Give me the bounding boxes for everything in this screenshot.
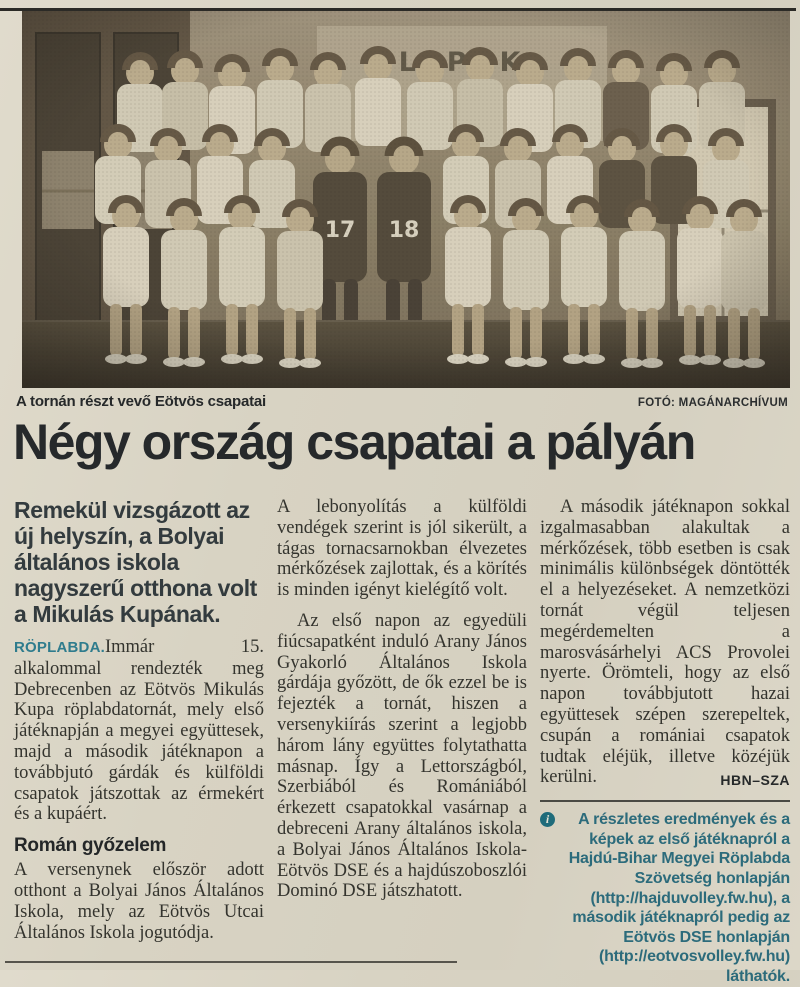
- paragraph-text: A második játéknapon sokkal izgalmasabban alakultak a mérkőzések, több esetben is csak minimális különbségek döntötték el a helyezéseket. A nemzetközi tornát végül teljesen megérdemelten a marosvásárhelyi ACS Provolei nyerte. Örömteli, hogy az első napon továbbjutott hazai együttesek szépen szerepeltek, csupán a romániai csapatok tudtak eléjük, illetve közéjük kerülni.: [540, 497, 790, 788]
- infobox-text: [540, 810, 790, 986]
- article-columns: [14, 497, 790, 987]
- column-left: [14, 497, 264, 987]
- section-kicker: RÖPLABDA.: [14, 639, 105, 656]
- byline: HBN–SZA: [720, 772, 790, 789]
- team-photo: [22, 11, 790, 388]
- team-photo-illustration: [22, 11, 790, 388]
- intro-paragraph: [14, 637, 264, 825]
- intro-text: Immár 15. alkalommal rendezték meg Debrecenben az Eötvös Mikulás Kupa röplabdatornát, mely első játéknapján a megyei együttesek, majd a második játéknapon a továbbjutó gárdák és külföldi csapatok játszottak az érmekért és a kupáért.: [14, 637, 264, 825]
- column-center: [277, 497, 527, 987]
- photo-caption: A tornán részt vevő Eötvös csapatai: [16, 393, 267, 410]
- caption-row: [16, 393, 788, 410]
- column-right: [540, 497, 790, 987]
- paragraph: A versenynek először adott otthont a Bolyai János Általános Iskola, mely az Eötvös Utcai Általános Iskola jogutódja.: [14, 860, 264, 943]
- lead-paragraph: Remekül vizsgázott az új helyszín, a Bolyai általános iskola nagyszerű otthona volt a Mikulás Kupának.: [14, 497, 257, 627]
- paragraph: Az első napon az egyedüli fiúcsapatként induló Arany János Gyakorló Általános Iskola gárdája győzött, de ők ezzel be is fejezték a tornát, hiszen a versenykiírás szerint a legjobb három lány együttes folytathatta másnap. Így a Lettországból, Szerbiából és Romániából érkezett csapatokkal vasárnap a debreceni Arany általános iskola, a Bolyai János Általános Iskola-Eötvös DSE és a hajdúszoboszlói Dominó DSE játszhatott.: [277, 610, 527, 902]
- photo-credit: FOTÓ: MAGÁNARCHÍVUM: [637, 397, 788, 409]
- paragraph: A lebonyolítás a külföldi vendégek szerint is jól sikerült, a tágas tornacsarnokban élvezetes mérkőzések zajlottak, és a körítés is minden igényt kielégítő volt.: [277, 497, 527, 601]
- infobox: [540, 810, 790, 986]
- bottom-rule: [5, 961, 457, 963]
- infobox-divider: [540, 800, 790, 802]
- info-icon: i: [540, 812, 555, 827]
- subhead: Román győzelem: [14, 835, 167, 857]
- headline: Négy ország csapatai a pályán: [13, 414, 695, 470]
- paragraph: [540, 497, 790, 788]
- infobox-body: A részletes eredmények és a képek az első játéknapról a Hajdú-Bihar Megyei Röplabda Szövetség honlapján (http://hajduvolley.fw.hu), a második játéknapról pedig az Eötvös DSE honlapján (http://eotvosvolley.fw.hu) láthatók.: [568, 811, 790, 985]
